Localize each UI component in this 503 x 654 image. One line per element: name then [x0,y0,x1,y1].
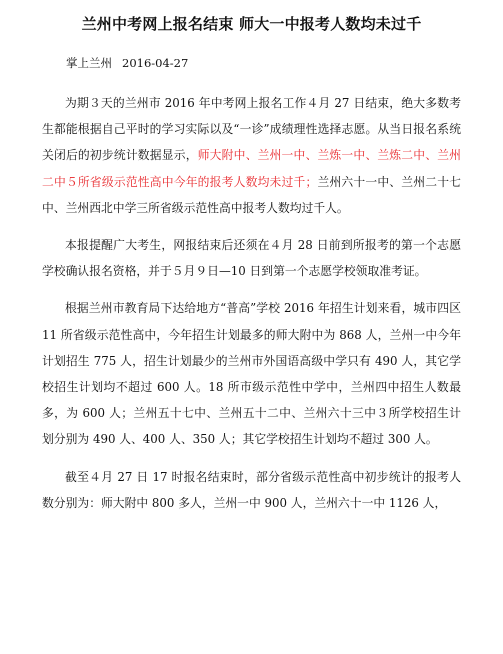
paragraph-1 [42,90,461,221]
article-byline [66,54,461,72]
paragraph-1-text-before: 为期３天的兰州市 2016 年中考网上报名工作４月 27 日结束，绝大多数考生都能根据自己平时的学习实际以及“一诊”成绩理性选择志愿。从当日报名系统关闭后的初步统计数据显示， [42,96,461,163]
paragraph-4: 截至４月 27 日 17 时报名结束时，部分省级示范性高中初步统计的报考人数分别为：师大附中 800 多人，兰州一中 900 人，兰州六十一中 1126 人， [42,469,461,510]
article-date: 2016-04-27 [122,56,189,70]
article-title: 兰州中考网上报名结束 师大一中报考人数均未过千 [81,15,422,33]
paragraph-2: 本报提醒广大考生，网报结束后还须在４月 28 日前到所报考的第一个志愿学校确认报名资格，并于５月９日—10 日到第一个志愿学校领取准考证。 [42,238,461,279]
article-source: 掌上兰州 [66,56,112,70]
paragraph-1-highlight: 师大附中、兰州一中、兰炼一中、兰炼二中、兰州二中５所省级示范性高中今年的报考人数均未过千； [42,148,461,189]
paragraph-1-text-after: 兰州六十一中、兰州二十七中、兰州西北中学三所省级示范性高中报考人数均过千人。 [42,174,461,215]
paragraph-3: 根据兰州市教育局下达给地方“普高”学校 2016 年招生计划来看，城市四区 11 所省级示范性高中，今年招生计划最多的师大附中为 868 人，兰州一中今年计划招生 775 人，招生计划最少的兰州市外国语高级中学只有 490 人，其它学校招生计划均不超过 600 人。18 所市级示范性中学中，兰州四中招生人数最多，为 600 人；兰州五十七中、兰州五十二中、兰州六十三中３所学校招生计划分别为 490 人、400 人、350 人；其它学校招生计划均不超过 300 人。 [42,301,461,447]
